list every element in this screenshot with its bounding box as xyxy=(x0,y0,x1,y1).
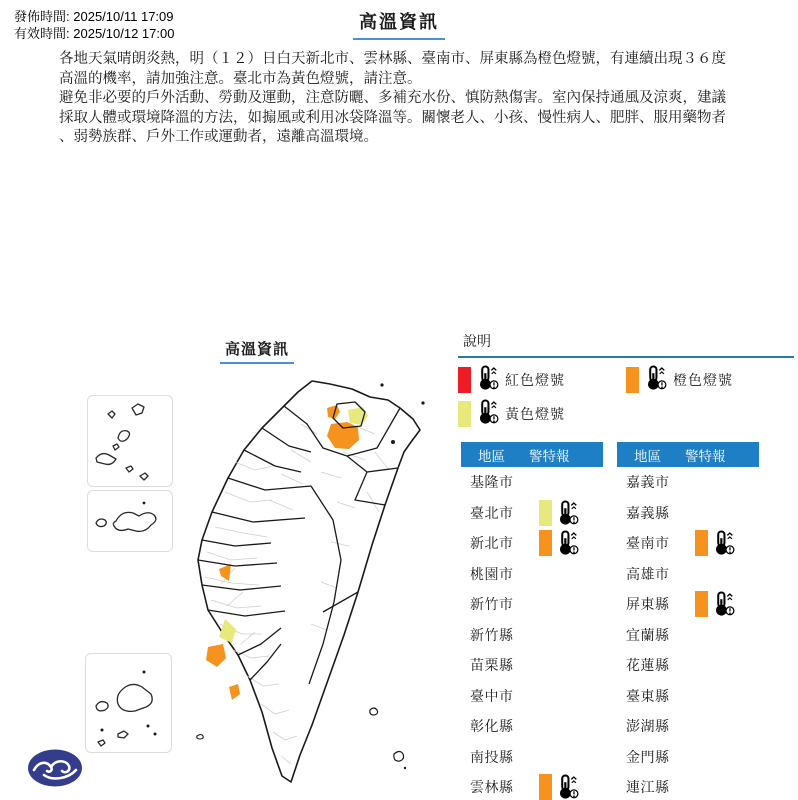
table-row xyxy=(617,742,759,773)
legend-item xyxy=(458,397,626,431)
warning-indicator xyxy=(695,530,735,556)
region-column-header: 地區 xyxy=(634,448,661,464)
table-body xyxy=(461,467,603,800)
region-name: 嘉義縣 xyxy=(626,504,670,521)
warning-indicator xyxy=(539,774,579,800)
valid-time-label: 有效時間: xyxy=(14,26,70,41)
region-name: 新北市 xyxy=(470,535,514,552)
inset-kinmen xyxy=(87,490,173,552)
table-row xyxy=(617,650,759,681)
advisory-line: 避免非必要的戶外活動、勞動及運動，注意防曬、多補充水份、慎防熱傷害。室內保持通風及涼爽，建議 xyxy=(59,90,726,106)
table-row xyxy=(461,772,603,800)
warning-color-swatch xyxy=(539,530,552,556)
heat-thermometer-icon xyxy=(556,500,579,526)
warning-column-header: 警特報 xyxy=(685,448,726,464)
legend-color-swatch xyxy=(626,367,639,393)
legend-color-swatch xyxy=(458,367,471,393)
table-row xyxy=(617,589,759,620)
table-body xyxy=(617,467,759,800)
region-name: 臺東縣 xyxy=(626,687,670,704)
advisory-line: 、弱勢族群、戶外工作或運動者，遠離高溫環境。 xyxy=(59,129,378,145)
taiwan-outline xyxy=(198,381,420,782)
map-title: 高溫資訊 xyxy=(197,338,317,364)
region-name: 澎湖縣 xyxy=(626,718,670,735)
taiwan-map-section xyxy=(85,332,458,800)
table-header xyxy=(617,442,759,467)
warning-tables xyxy=(461,442,794,800)
warning-color-swatch xyxy=(539,500,552,526)
region-name: 雲林縣 xyxy=(470,779,514,796)
table-row xyxy=(617,681,759,712)
legend-title: 說明 xyxy=(458,330,794,358)
table-row xyxy=(461,620,603,651)
cwb-logo xyxy=(26,748,84,793)
page-title: 高溫資訊 xyxy=(0,8,798,40)
legend-color-swatch xyxy=(458,401,471,427)
table-row xyxy=(617,711,759,742)
region-column-header: 地區 xyxy=(478,448,505,464)
region-name: 花蓮縣 xyxy=(626,657,670,674)
inset-matsu xyxy=(87,395,173,487)
region-name: 臺北市 xyxy=(470,504,514,521)
warning-color-swatch xyxy=(695,530,708,556)
heat-thermometer-icon xyxy=(556,530,579,556)
region-name: 臺中市 xyxy=(470,687,514,704)
heat-thermometer-icon xyxy=(476,399,499,425)
warning-indicator xyxy=(539,500,579,526)
heat-thermometer-icon xyxy=(556,774,579,800)
table-row xyxy=(617,467,759,498)
heat-thermometer-icon xyxy=(712,591,735,617)
advisory-line: 採取人體或環境降溫的方法，如搧風或利用冰袋降溫等。關懷老人、小孩、慢性病人、肥胖、服用藥物者 xyxy=(59,109,726,126)
region-name: 新竹市 xyxy=(470,596,514,613)
issue-time-label: 發佈時間: xyxy=(14,9,70,24)
warning-color-swatch xyxy=(539,774,552,800)
region-name: 基隆市 xyxy=(470,474,514,491)
legend-item-label: 紅色燈號 xyxy=(505,372,565,388)
region-name: 金門縣 xyxy=(626,748,670,765)
table-row xyxy=(461,589,603,620)
patch-tainan-orange xyxy=(206,644,226,667)
table-row xyxy=(461,528,603,559)
warning-table-right xyxy=(617,442,759,800)
region-name: 嘉義市 xyxy=(626,474,670,491)
warning-indicator xyxy=(695,591,735,617)
inset-penghu xyxy=(85,653,172,753)
warning-color-swatch xyxy=(695,591,708,617)
table-row xyxy=(461,467,603,498)
table-row xyxy=(617,528,759,559)
patch-pingtung-orange xyxy=(229,684,240,700)
region-name: 新竹縣 xyxy=(470,626,514,643)
region-name: 屏東縣 xyxy=(626,596,670,613)
heat-thermometer-icon xyxy=(644,365,667,391)
warning-indicator xyxy=(539,530,579,556)
warning-table-left xyxy=(461,442,603,800)
region-name: 桃園市 xyxy=(470,565,514,582)
table-row xyxy=(461,711,603,742)
region-name: 臺南市 xyxy=(626,535,670,552)
region-name: 南投縣 xyxy=(470,748,514,765)
heat-thermometer-icon xyxy=(476,365,499,391)
table-row xyxy=(617,498,759,529)
table-row xyxy=(461,559,603,590)
valid-time-value: 2025/10/12 17:00 xyxy=(73,26,175,41)
advisory-line: 各地天氣晴朗炎熱，明（１２）日白天新北市、雲林縣、臺南市、屏東縣為橙色燈號，有連續出現３６度 xyxy=(59,51,726,67)
table-row xyxy=(461,742,603,773)
table-row xyxy=(617,772,759,800)
legend-and-tables xyxy=(458,330,794,800)
table-header xyxy=(461,442,603,467)
table-row xyxy=(617,559,759,590)
legend-items xyxy=(458,363,794,431)
heat-thermometer-icon xyxy=(712,530,735,556)
table-row xyxy=(461,681,603,712)
legend-item xyxy=(458,363,626,397)
warning-column-header: 警特報 xyxy=(529,448,570,464)
table-row xyxy=(461,498,603,529)
advisory-text xyxy=(59,50,774,148)
region-name: 宜蘭縣 xyxy=(626,626,670,643)
region-name: 連江縣 xyxy=(626,779,670,796)
region-name: 高雄市 xyxy=(626,565,670,582)
region-name: 彰化縣 xyxy=(470,718,514,735)
region-name: 苗栗縣 xyxy=(470,657,514,674)
legend-item xyxy=(626,363,794,397)
legend-item-label: 黃色燈號 xyxy=(505,406,565,422)
table-row xyxy=(461,650,603,681)
advisory-line: 高溫的機率，請加強注意。臺北市為黃色燈號，請注意。 xyxy=(59,70,422,87)
table-row xyxy=(617,620,759,651)
legend-item-label: 橙色燈號 xyxy=(673,372,733,388)
issue-time-value: 2025/10/11 17:09 xyxy=(73,9,174,24)
